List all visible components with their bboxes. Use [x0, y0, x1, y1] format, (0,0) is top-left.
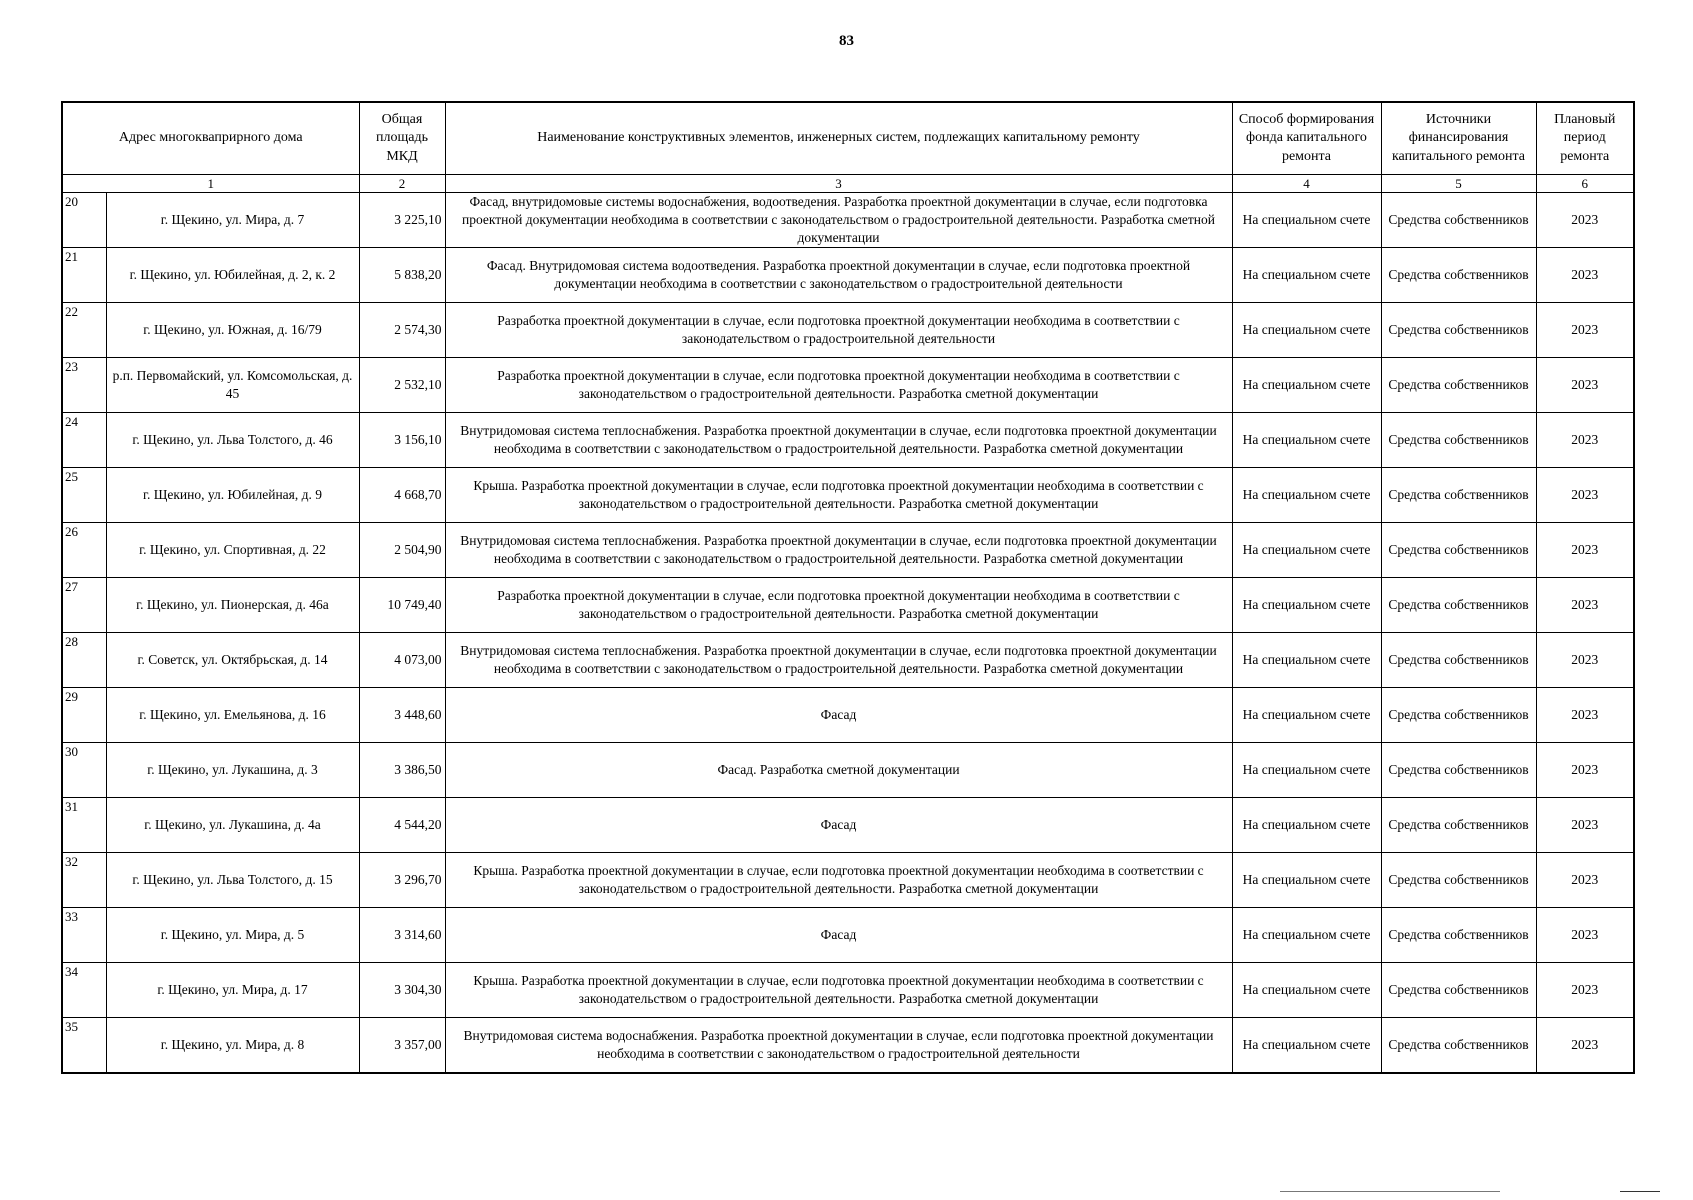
table-row	[62, 303, 1634, 358]
financing-source: Средства собственников	[1381, 413, 1536, 468]
house-address: г. Советск, ул. Октябрьская, д. 14	[106, 633, 359, 688]
planned-period: 2023	[1536, 633, 1634, 688]
table-row	[62, 908, 1634, 963]
fund-method: На специальном счете	[1232, 248, 1381, 303]
total-area: 3 386,50	[359, 743, 445, 798]
planned-period: 2023	[1536, 688, 1634, 743]
table-row	[62, 193, 1634, 248]
fund-method: На специальном счете	[1232, 908, 1381, 963]
fund-method: На специальном счете	[1232, 578, 1381, 633]
repair-elements: Крыша. Разработка проектной документации в случае, если подготовка проектной документации необходима в соответствии с законодательством о градостроительной деятельности. Разработка сметной документации	[445, 468, 1232, 523]
fund-method: На специальном счете	[1232, 743, 1381, 798]
financing-source: Средства собственников	[1381, 193, 1536, 248]
financing-source: Средства собственников	[1381, 908, 1536, 963]
repair-elements: Разработка проектной документации в случае, если подготовка проектной документации необходима в соответствии с законодательством о градостроительной деятельности. Разработка сметной документации	[445, 578, 1232, 633]
row-number: 29	[62, 688, 106, 743]
financing-source: Средства собственников	[1381, 963, 1536, 1018]
header-address: Адрес многокваприрного дома	[62, 102, 359, 175]
total-area: 3 156,10	[359, 413, 445, 468]
house-address: г. Щекино, ул. Лукашина, д. 3	[106, 743, 359, 798]
planned-period: 2023	[1536, 963, 1634, 1018]
total-area: 3 296,70	[359, 853, 445, 908]
column-number: 6	[1536, 175, 1634, 193]
repair-elements: Фасад	[445, 688, 1232, 743]
house-address: г. Щекино, ул. Лукашина, д. 4а	[106, 798, 359, 853]
header-method: Способ формирования фонда капитального ремонта	[1232, 102, 1381, 175]
table-row	[62, 633, 1634, 688]
house-address: г. Щекино, ул. Льва Толстого, д. 46	[106, 413, 359, 468]
table-row	[62, 853, 1634, 908]
total-area: 2 574,30	[359, 303, 445, 358]
financing-source: Средства собственников	[1381, 688, 1536, 743]
row-number: 35	[62, 1018, 106, 1073]
financing-source: Средства собственников	[1381, 303, 1536, 358]
planned-period: 2023	[1536, 578, 1634, 633]
table-row	[62, 413, 1634, 468]
fund-method: На специальном счете	[1232, 413, 1381, 468]
row-number: 23	[62, 358, 106, 413]
planned-period: 2023	[1536, 468, 1634, 523]
total-area: 4 073,00	[359, 633, 445, 688]
planned-period: 2023	[1536, 908, 1634, 963]
house-address: г. Щекино, ул. Пионерская, д. 46а	[106, 578, 359, 633]
repair-elements: Фасад. Внутридомовая система водоотведения. Разработка проектной документации в случае, если подготовка проектной документации необходима в соответствии с законодательством о градостроительной деятельности	[445, 248, 1232, 303]
house-address: г. Щекино, ул. Мира, д. 7	[106, 193, 359, 248]
row-number: 20	[62, 193, 106, 248]
column-number: 1	[62, 175, 359, 193]
total-area: 3 304,30	[359, 963, 445, 1018]
table-row	[62, 248, 1634, 303]
header-area: Общая площадь МКД	[359, 102, 445, 175]
repair-elements: Внутридомовая система теплоснабжения. Разработка проектной документации в случае, если подготовка проектной документации необходима в соответствии с законодательством о градостроительной деятельности. Разработка сметной документации	[445, 413, 1232, 468]
total-area: 3 225,10	[359, 193, 445, 248]
financing-source: Средства собственников	[1381, 743, 1536, 798]
header-elements: Наименование конструктивных элементов, инженерных систем, подлежащих капитальному ремонту	[445, 102, 1232, 175]
row-number: 24	[62, 413, 106, 468]
table-row	[62, 468, 1634, 523]
repair-elements: Внутридомовая система водоснабжения. Разработка проектной документации в случае, если подготовка проектной документации необходима в соответствии с законодательством о градостроительной деятельности	[445, 1018, 1232, 1073]
row-number: 22	[62, 303, 106, 358]
house-address: р.п. Первомайский, ул. Комсомольская, д. 45	[106, 358, 359, 413]
total-area: 3 357,00	[359, 1018, 445, 1073]
planned-period: 2023	[1536, 798, 1634, 853]
financing-source: Средства собственников	[1381, 1018, 1536, 1073]
planned-period: 2023	[1536, 193, 1634, 248]
column-number: 3	[445, 175, 1232, 193]
column-number: 5	[1381, 175, 1536, 193]
total-area: 3 314,60	[359, 908, 445, 963]
repair-elements: Внутридомовая система теплоснабжения. Разработка проектной документации в случае, если подготовка проектной документации необходима в соответствии с законодательством о градостроительной деятельности. Разработка сметной документации	[445, 633, 1232, 688]
repair-elements: Крыша. Разработка проектной документации в случае, если подготовка проектной документации необходима в соответствии с законодательством о градостроительной деятельности. Разработка сметной документации	[445, 963, 1232, 1018]
fund-method: На специальном счете	[1232, 303, 1381, 358]
table-row	[62, 798, 1634, 853]
repair-elements: Разработка проектной документации в случае, если подготовка проектной документации необходима в соответствии с законодательством о градостроительной деятельности	[445, 303, 1232, 358]
header-row	[62, 102, 1634, 175]
house-address: г. Щекино, ул. Спортивная, д. 22	[106, 523, 359, 578]
planned-period: 2023	[1536, 248, 1634, 303]
fund-method: На специальном счете	[1232, 798, 1381, 853]
financing-source: Средства собственников	[1381, 248, 1536, 303]
planned-period: 2023	[1536, 853, 1634, 908]
table-row	[62, 358, 1634, 413]
header-period: Плановый период ремонта	[1536, 102, 1634, 175]
financing-source: Средства собственников	[1381, 798, 1536, 853]
table-row	[62, 743, 1634, 798]
planned-period: 2023	[1536, 1018, 1634, 1073]
row-number: 25	[62, 468, 106, 523]
planned-period: 2023	[1536, 358, 1634, 413]
column-number: 4	[1232, 175, 1381, 193]
fund-method: На специальном счете	[1232, 468, 1381, 523]
row-number: 32	[62, 853, 106, 908]
house-address: г. Щекино, ул. Емельянова, д. 16	[106, 688, 359, 743]
financing-source: Средства собственников	[1381, 523, 1536, 578]
bottom-scan-line	[1620, 1191, 1660, 1192]
table-body	[62, 193, 1634, 1073]
repair-elements: Фасад, внутридомовые системы водоснабжения, водоотведения. Разработка проектной документации в случае, если подготовка проектной документации необходима в соответствии с законодательством о градостроительной деятельности. Разработка сметной документации	[445, 193, 1232, 248]
repair-elements: Фасад	[445, 798, 1232, 853]
house-address: г. Щекино, ул. Юбилейная, д. 2, к. 2	[106, 248, 359, 303]
row-number: 33	[62, 908, 106, 963]
house-address: г. Щекино, ул. Мира, д. 8	[106, 1018, 359, 1073]
repair-elements: Разработка проектной документации в случае, если подготовка проектной документации необходима в соответствии с законодательством о градостроительной деятельности. Разработка сметной документации	[445, 358, 1232, 413]
row-number: 30	[62, 743, 106, 798]
table-row	[62, 1018, 1634, 1073]
row-number: 34	[62, 963, 106, 1018]
fund-method: На специальном счете	[1232, 1018, 1381, 1073]
row-number: 26	[62, 523, 106, 578]
fund-method: На специальном счете	[1232, 688, 1381, 743]
total-area: 4 544,20	[359, 798, 445, 853]
planned-period: 2023	[1536, 413, 1634, 468]
bottom-scan-line	[1280, 1191, 1500, 1192]
financing-source: Средства собственников	[1381, 633, 1536, 688]
planned-period: 2023	[1536, 743, 1634, 798]
house-address: г. Щекино, ул. Южная, д. 16/79	[106, 303, 359, 358]
total-area: 2 532,10	[359, 358, 445, 413]
total-area: 4 668,70	[359, 468, 445, 523]
house-address: г. Щекино, ул. Льва Толстого, д. 15	[106, 853, 359, 908]
fund-method: На специальном счете	[1232, 193, 1381, 248]
table-row	[62, 523, 1634, 578]
fund-method: На специальном счете	[1232, 358, 1381, 413]
fund-method: На специальном счете	[1232, 853, 1381, 908]
row-number: 27	[62, 578, 106, 633]
total-area: 10 749,40	[359, 578, 445, 633]
repair-elements: Внутридомовая система теплоснабжения. Разработка проектной документации в случае, если подготовка проектной документации необходима в соответствии с законодательством о градостроительной деятельности. Разработка сметной документации	[445, 523, 1232, 578]
fund-method: На специальном счете	[1232, 523, 1381, 578]
column-number-row	[62, 175, 1634, 193]
table-row	[62, 963, 1634, 1018]
row-number: 28	[62, 633, 106, 688]
page-number: 83	[839, 33, 854, 49]
fund-method: На специальном счете	[1232, 633, 1381, 688]
repair-elements: Фасад. Разработка сметной документации	[445, 743, 1232, 798]
column-number: 2	[359, 175, 445, 193]
total-area: 2 504,90	[359, 523, 445, 578]
total-area: 5 838,20	[359, 248, 445, 303]
table-row	[62, 688, 1634, 743]
financing-source: Средства собственников	[1381, 468, 1536, 523]
planned-period: 2023	[1536, 523, 1634, 578]
row-number: 31	[62, 798, 106, 853]
house-address: г. Щекино, ул. Мира, д. 17	[106, 963, 359, 1018]
repair-elements: Крыша. Разработка проектной документации в случае, если подготовка проектной документации необходима в соответствии с законодательством о градостроительной деятельности. Разработка сметной документации	[445, 853, 1232, 908]
total-area: 3 448,60	[359, 688, 445, 743]
financing-source: Средства собственников	[1381, 578, 1536, 633]
row-number: 21	[62, 248, 106, 303]
repair-elements: Фасад	[445, 908, 1232, 963]
planned-period: 2023	[1536, 303, 1634, 358]
financing-source: Средства собственников	[1381, 358, 1536, 413]
house-address: г. Щекино, ул. Мира, д. 5	[106, 908, 359, 963]
repair-register-table	[61, 101, 1635, 1074]
financing-source: Средства собственников	[1381, 853, 1536, 908]
table-row	[62, 578, 1634, 633]
fund-method: На специальном счете	[1232, 963, 1381, 1018]
header-sources: Источники финансирования капитального ремонта	[1381, 102, 1536, 175]
house-address: г. Щекино, ул. Юбилейная, д. 9	[106, 468, 359, 523]
